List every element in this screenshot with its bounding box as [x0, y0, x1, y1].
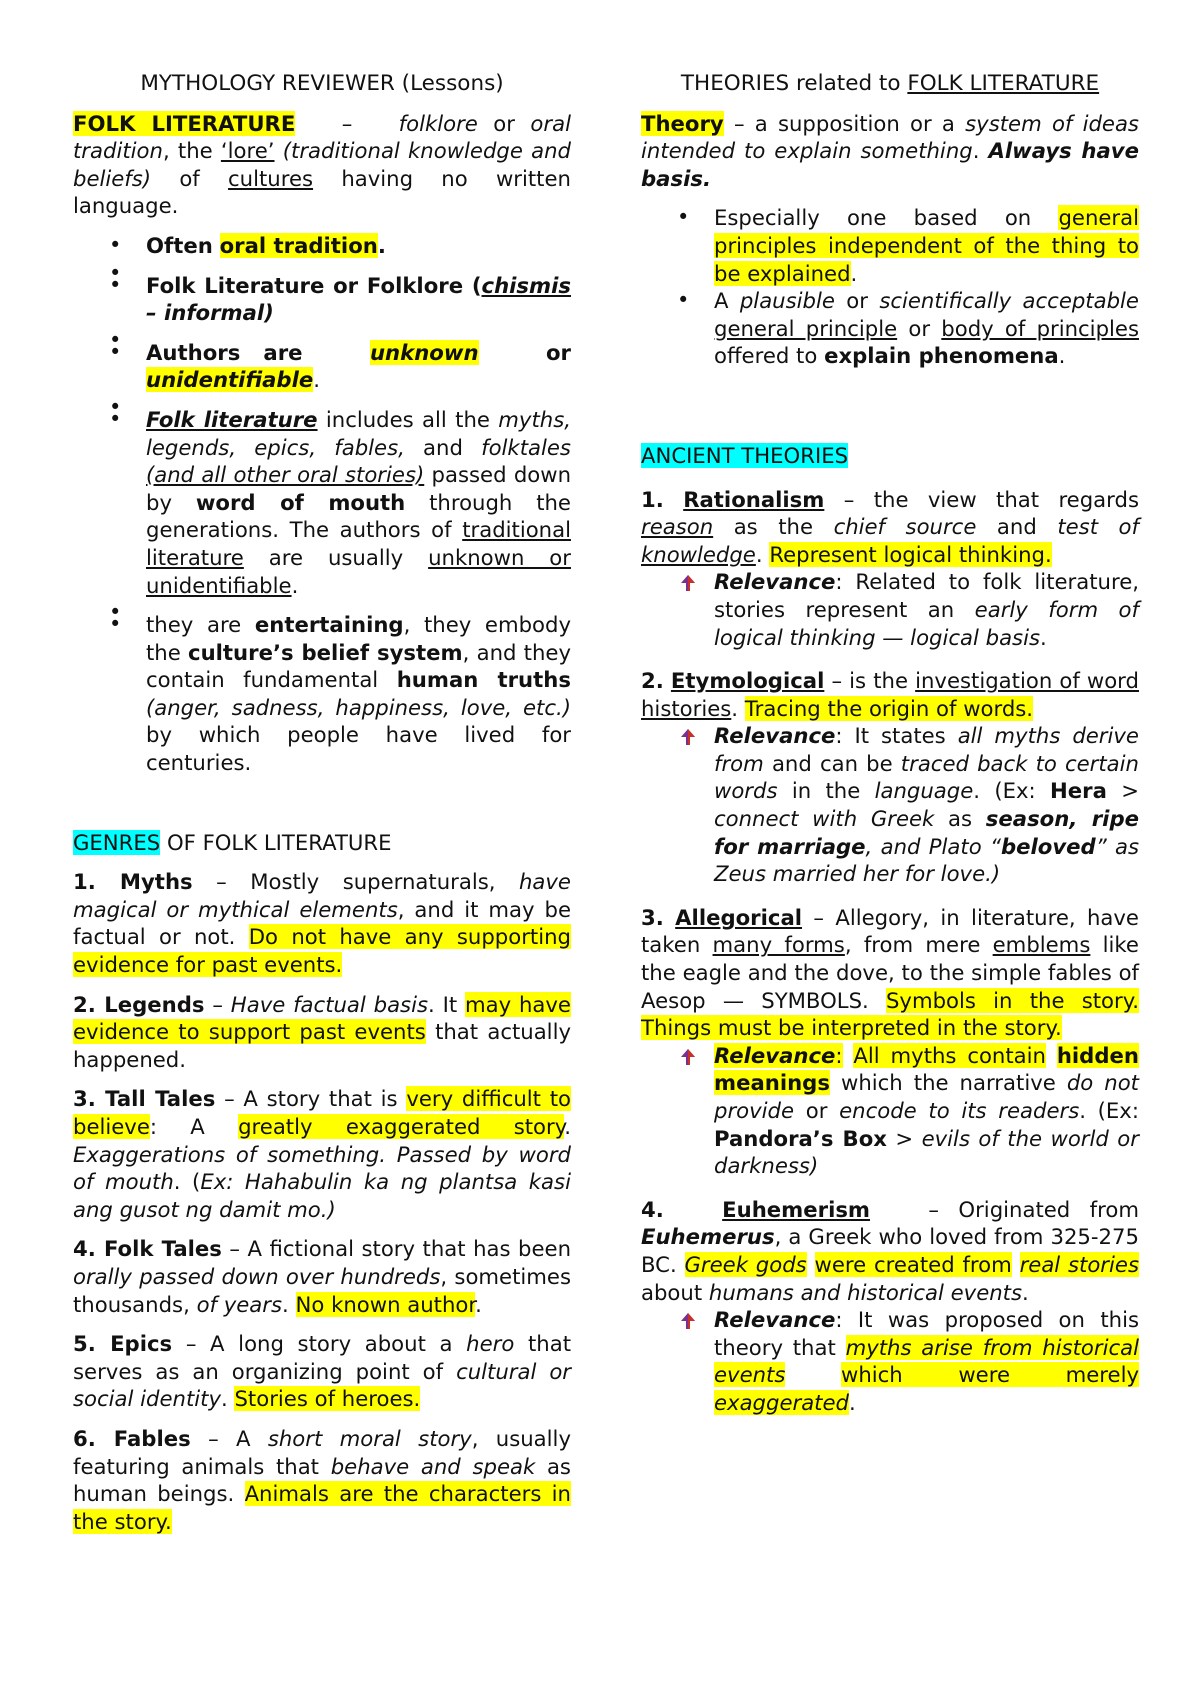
theory-rationalism: 1. Rationalism – the view that regards reason as the chief source and test of knowledge. Represent logical thinking. — [641, 486, 1139, 567]
right-column — [641, 70, 1139, 1417]
genre-fables: 6. Fables – A short moral story, usually featuring animals that behave and speak as human beings. Animals are the characters in the story. — [73, 1425, 571, 1534]
arrow-bullet-icon — [678, 1311, 698, 1331]
left-column — [73, 70, 571, 1535]
genre-myths: 1. Myths – Mostly supernaturals, have magical or mythical elements, and it may be factual or not. Do not have any supporting evidence for past events. — [73, 869, 571, 978]
arrow-bullet-icon — [678, 727, 698, 747]
genre-folk-tales: 4. Folk Tales – A fictional story that has been orally passed down over hundreds, sometimes thousands, of years. No known author. — [73, 1236, 571, 1317]
theory-euhemerism: 4. Euhemerism – Originated from Euhemerus, a Greek who loved from 325-275 BC. Greek gods were created from real stories about humans and historical events. — [641, 1196, 1139, 1305]
list-item: • A plausible or scientifically acceptable general principle or body of principles offered to explain phenomena. — [641, 287, 1139, 370]
etymological-relevance — [641, 722, 1139, 888]
theory-definition: Theory – a supposition or a system of ideas intended to explain something. Always have basis. — [641, 110, 1139, 191]
ancient-theories-heading: ANCIENT THEORIES — [641, 442, 849, 468]
euhemerism-relevance — [641, 1306, 1139, 1416]
theories-title: THEORIES related to FOLK LITERATURE — [680, 71, 1100, 96]
theory-allegorical: 3. Allegorical – Allegory, in literature, have taken many forms, from mere emblems like the eagle and the dove, to the simple fables of Aesop — SYMBOLS. Symbols in the story. Things must be interpreted in the story. — [641, 904, 1139, 1041]
folk-literature-definition: FOLK LITERATURE – folklore or oral tradition, the ‘lore’ (traditional knowledge and beliefs) of cultures having no written language. — [73, 110, 571, 219]
allegorical-relevance — [641, 1042, 1139, 1180]
arrow-bullet-icon — [678, 573, 698, 593]
rationalism-relevance — [641, 568, 1139, 651]
list-item: Relevance: It was proposed on this theory that myths arise from historical events which were merely exaggerated. — [641, 1306, 1139, 1416]
list-item: • Authors are unknown or unidentifiable. — [73, 339, 571, 394]
list-item: Relevance: Related to folk literature, stories represent an early form of logical thinking — logical basis. — [641, 568, 1139, 651]
list-item: • Folk Literature or Folklore (chismis – informal) — [73, 272, 571, 327]
list-item: • Especially one based on general principles independent of the thing to be explained. — [641, 204, 1139, 287]
folk-literature-bullets — [73, 232, 571, 777]
reviewer-title: MYTHOLOGY REVIEWER (Lessons) — [140, 71, 504, 96]
arrow-bullet-icon — [678, 1047, 698, 1067]
genres-heading: GENRES OF FOLK LITERATURE — [73, 829, 392, 855]
genre-epics: 5. Epics – A long story about a hero that serves as an organizing point of cultural or social identity. Stories of heroes. — [73, 1331, 571, 1412]
list-item: • Folk literature includes all the myths, legends, epics, fables, and folktales (and all other oral stories) passed down by word of mouth through the generations. The authors of traditional literature are usually unknown or unidentifiable. — [73, 406, 571, 599]
theory-etymological: 2. Etymological – is the investigation of word histories. Tracing the origin of words. — [641, 668, 1139, 721]
genre-legends: 2. Legends – Have factual basis. It may have evidence to support past events that actually happened. — [73, 991, 571, 1072]
list-item: Relevance: All myths contain hidden meanings which the narrative do not provide or encode to its readers. (Ex: Pandora’s Box > evils of the world or darkness) — [641, 1042, 1139, 1180]
list-item: Relevance: It states all myths derive from and can be traced back to certain words in the language. (Ex: Hera > connect with Greek as season, ripe for marriage, and Plato “beloved” as Zeus married her for love.) — [641, 722, 1139, 888]
list-item: • Often oral tradition. — [73, 232, 571, 260]
list-item: • they are entertaining, they embody the culture’s belief system, and they contain fundamental human truths (anger, sadness, happiness, love, etc.) by which people have lived for centuries. — [73, 611, 571, 777]
theory-bullets — [641, 204, 1139, 370]
genre-tall-tales: 3. Tall Tales – A story that is very difficult to believe: A greatly exaggerated story. Exaggerations of something. Passed by word of mouth. (Ex: Hahabulin ka ng plantsa kasi ang gusot ng damit mo.) — [73, 1086, 571, 1222]
